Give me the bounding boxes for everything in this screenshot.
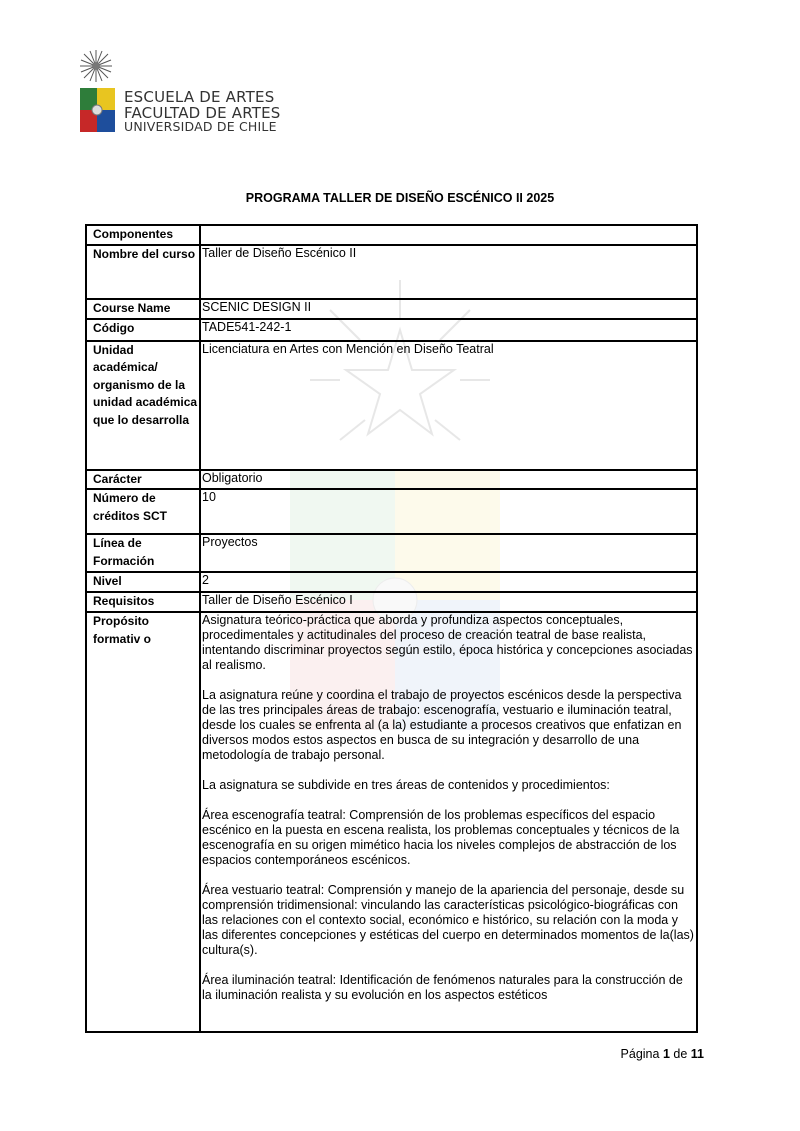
- row-label: Nivel: [86, 572, 200, 592]
- paragraph: Área iluminación teatral: Identificación de fenómenos naturales para la construcción de la iluminación realista y su evolución en los aspectos estéticos: [202, 973, 683, 1002]
- table-row: [86, 341, 697, 470]
- row-value: [200, 225, 697, 245]
- row-label: Nombre del curso: [86, 245, 200, 299]
- table-row: [86, 612, 697, 1032]
- course-info-table: [85, 224, 698, 1033]
- page-number: 1: [662, 1047, 670, 1061]
- table-row: [86, 245, 697, 299]
- row-label: Requisitos: [86, 592, 200, 612]
- row-value: Licenciatura en Artes con Mención en Diseño Teatral: [200, 341, 697, 470]
- row-value: 2: [200, 572, 697, 592]
- row-label: Línea de Formación: [86, 534, 200, 572]
- row-value: TADE541-242-1: [200, 319, 697, 341]
- table-row: [86, 470, 697, 490]
- row-value: Proyectos: [200, 534, 697, 572]
- row-label: Componentes: [86, 225, 200, 245]
- table-row: [86, 225, 697, 245]
- purpose-text: [200, 612, 697, 1032]
- table-row: [86, 534, 697, 572]
- logo-faculty: FACULTAD DE ARTES: [124, 104, 281, 122]
- row-label: Unidad académica/ organismo de la unidad académica que lo desarrolla: [86, 341, 200, 470]
- table-row: [86, 319, 697, 341]
- row-label: Número de créditos SCT: [86, 489, 200, 534]
- row-value: Taller de Diseño Escénico I: [200, 592, 697, 612]
- paragraph: Área vestuario teatral: Comprensión y manejo de la apariencia del personaje, desde su comprensión tridimensional: vinculando las características psicológico-biográficas con las relaciones con el contexto social, económico e histórico, su relación con la moda y las diferentes concepciones y estéticas del cuerpo en determinados momentos de la(las) cultura(s).: [202, 883, 694, 957]
- row-value: SCENIC DESIGN II: [200, 299, 697, 319]
- logo-school: ESCUELA DE ARTES: [124, 88, 275, 106]
- paragraph: Área escenografía teatral: Comprensión de los problemas específicos del espacio escénico en la puesta en escena realista, los problemas conceptuales y técnicos de la escenografía en su origen mimético hacia los niveles complejos de abstracción de los espacios contemporáneos escénicos.: [202, 808, 680, 867]
- document-title: PROGRAMA TALLER DE DISEÑO ESCÉNICO II 2025: [245, 191, 555, 205]
- table-row: [86, 489, 697, 534]
- row-label: Carácter: [86, 470, 200, 490]
- row-value: 10: [200, 489, 697, 534]
- table-row: [86, 572, 697, 592]
- logo-university: UNIVERSIDAD DE CHILE: [124, 119, 277, 134]
- table-row: [86, 299, 697, 319]
- row-label: Course Name: [86, 299, 200, 319]
- row-label: Propósito formativ o: [86, 612, 200, 1032]
- page-total: 11: [690, 1047, 704, 1061]
- paragraph: Asignatura teórico-práctica que aborda y profundiza aspectos conceptuales, procedimentales y actitudinales del proceso de creación teatral de base realista, intentando discriminar proyectos según estilo, época histórica y concepciones asociadas al realismo.: [202, 613, 693, 672]
- paragraph: La asignatura reúne y coordina el trabajo de proyectos escénicos desde la perspectiva de las tres principales áreas de trabajo: escenografía, vestuario e iluminación teatral, desde los cuales se enfrenta al (a la) estudiante a procesos creativos que enfatizan en diversos modos estos aspectos en busca de su integración y desarrollo de una metodología de trabajo personal.: [202, 688, 682, 762]
- paragraph: La asignatura se subdivide en tres áreas de contenidos y procedimientos:: [202, 778, 610, 792]
- footer-of: de: [673, 1047, 688, 1061]
- page-footer: [621, 1047, 704, 1061]
- row-label: Código: [86, 319, 200, 341]
- footer-prefix: Página: [620, 1047, 660, 1061]
- row-value: Taller de Diseño Escénico II: [200, 245, 697, 299]
- table-row: [86, 592, 697, 612]
- row-value: Obligatorio: [200, 470, 697, 490]
